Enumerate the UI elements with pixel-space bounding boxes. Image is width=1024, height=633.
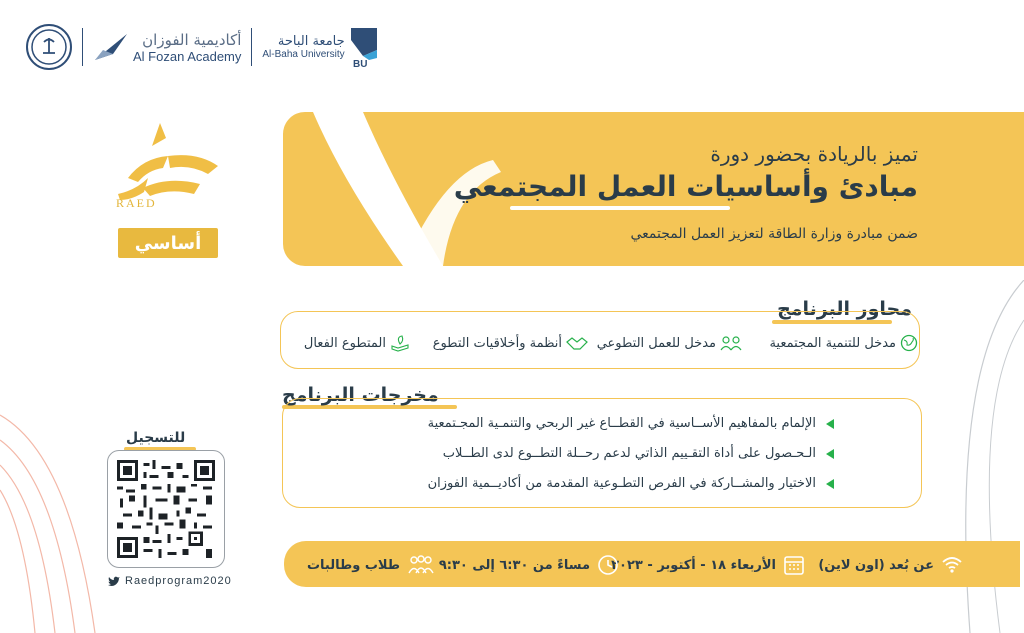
- partner-logos: [26, 22, 379, 72]
- bullet-arrow-icon: [826, 479, 834, 489]
- clock-icon: [596, 553, 620, 577]
- hero-intro-text: تميز بالريادة بحضور دورة: [710, 142, 918, 166]
- axis-item: [304, 334, 410, 352]
- fozan-wing-icon: [93, 32, 129, 62]
- axis-item: [597, 334, 742, 352]
- outcome-text: الإلمام بالمفاهيم الأســاسية في القطــاع غير الربحي والتنمـية المجـتمعية: [427, 416, 816, 431]
- mode-detail: [818, 553, 964, 577]
- axis-label: مدخل للعمل التطوعي: [596, 335, 716, 351]
- axes-heading: محاور البرنامج: [777, 298, 912, 320]
- course-title: مبادئ وأساسيات العمل المجتمعي: [453, 170, 918, 203]
- audience-detail: [307, 553, 436, 577]
- people-icon: [406, 553, 436, 577]
- axis-item: [769, 334, 918, 352]
- bullet-arrow-icon: [826, 449, 834, 459]
- raed-logo-text: RAED: [116, 196, 157, 210]
- al-fozan-logo: [93, 31, 241, 64]
- twitter-handle-text: Raedprogram2020: [125, 575, 232, 587]
- program-level-badge: أساسي: [118, 228, 218, 258]
- wifi-icon: [940, 553, 964, 577]
- baha-name-ar: جامعة الباحة: [277, 34, 345, 49]
- registration-qr-code[interactable]: [117, 460, 215, 558]
- outcome-item: [428, 476, 834, 491]
- date-detail: [611, 553, 806, 577]
- logo-divider: [82, 28, 83, 66]
- initiative-subtitle: ضمن مبادرة وزارة الطاقة لتعزيز العمل المجتمعي: [630, 226, 918, 242]
- twitter-icon: [108, 576, 120, 586]
- al-baha-logo: [262, 26, 378, 68]
- audience-text: طلاب وطالبات: [306, 557, 400, 573]
- hero-title-underline: [510, 206, 730, 210]
- fozan-name-en: Al Fozan Academy: [133, 48, 242, 64]
- registration-label: للتسجيل: [126, 430, 186, 446]
- decorative-arcs-left: [0, 395, 120, 633]
- fozan-name-ar: أكاديمية الفوزان: [142, 30, 242, 49]
- bullet-arrow-icon: [826, 419, 834, 429]
- handshake-icon: [566, 334, 588, 352]
- axis-label: مدخل للتنمية المجتمعية: [769, 335, 896, 351]
- time-detail: [439, 553, 620, 577]
- bu-emblem-icon: [349, 26, 379, 68]
- plant-hand-icon: [390, 334, 410, 352]
- outcome-item: [428, 416, 834, 431]
- calendar-icon: [782, 553, 806, 577]
- baha-name-en: Al-Baha University: [262, 49, 345, 60]
- axis-label: أنظمة وأخلاقيات التطوع: [432, 335, 562, 351]
- axis-item: [433, 334, 588, 352]
- outcome-text: الاختيار والمشــاركة في الفرص التطـوعية المقدمة من أكاديــمية الفوزان: [427, 476, 816, 491]
- mode-text: عن بُعد (اون لاين): [818, 557, 934, 573]
- outcome-text: الـحـصول على أداة التقـييم الذاتي لدعم رحــلة التطــوع لدى الطــلاب: [442, 446, 816, 461]
- axis-label: المتطوع الفعال: [303, 335, 386, 351]
- globe-icon: [900, 334, 918, 352]
- bu-label: BU: [352, 59, 368, 68]
- date-text: الأربعاء ١٨ - أكتوبر - ٢٠٢٣: [611, 557, 776, 573]
- twitter-handle[interactable]: [108, 575, 232, 587]
- time-text: مساءً من ٦:٣٠ إلى ٩:٣٠: [438, 557, 590, 573]
- group-icon: [720, 334, 742, 352]
- outcomes-heading: مخرجات البرنامج: [282, 384, 439, 406]
- logo-divider: [251, 28, 252, 66]
- outcome-item: [443, 446, 834, 461]
- ministry-seal-logo: [26, 24, 72, 70]
